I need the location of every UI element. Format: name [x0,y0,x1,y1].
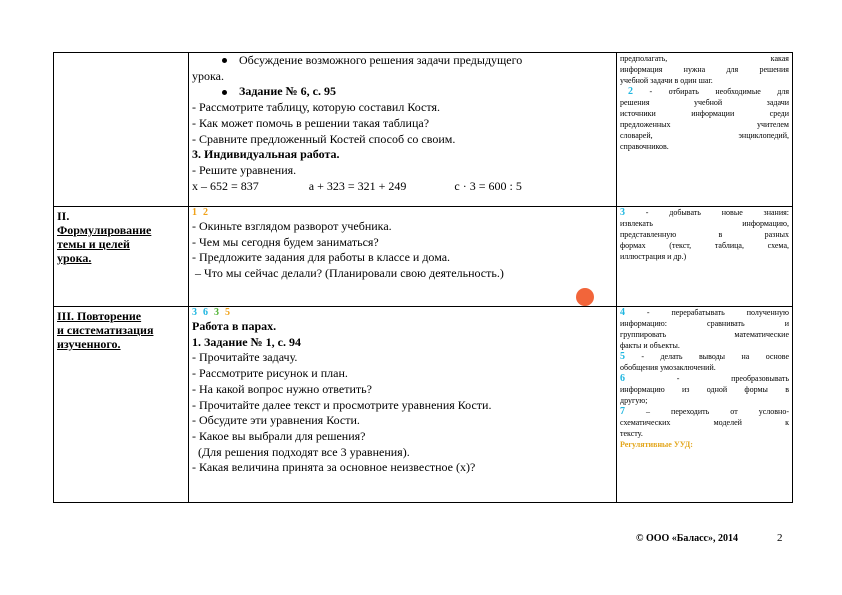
list-item: - Как может помочь в решении такая таблица? [192,115,430,130]
skill-number: 2 [628,86,633,97]
list-item: (Для решения подходят все 3 уравнения). [192,444,410,459]
skill-number: 7 [620,406,625,417]
list-item: - Обсудите эти уравнения Кости. [192,413,360,428]
activity-cell [189,53,617,207]
skills-cell: предполагать, какая информация нужна для решения учебной задачи в один шаг. 2 - отбирать необходимые для решения учебной задачи источники информации среди предложенных учителем словарей, энциклопедий, справочников. [617,53,793,207]
stage-cell: III. Повторение и систематизация изученного. [54,307,189,503]
list-item: Обсуждение возможного решения задачи предыдущего [192,53,613,69]
bullet-icon [222,58,227,63]
lesson-plan-table [53,52,793,503]
list-item: - Рассмотрите таблицу, которую составил Костя. [192,100,440,115]
skill-number: 5 [620,351,625,362]
skills-cell: 3 - добывать новые знания: извлекать информацию, представленную в разных формах (текст, таблица, схема, иллюстрация и др.) [617,207,793,307]
equation: a + 323 = 321 + 249 [308,178,407,193]
list-item: – Что мы сейчас делали? (Планировали свою деятельность.) [192,266,504,281]
list-item: - Решите уравнения. [192,162,297,177]
section-heading: 3. Индивидуальная работа. [192,147,340,162]
regulatory-heading: Регулятивные УУД: [620,440,693,449]
list-item: урока. [192,68,224,83]
list-item: Задание № 6, с. 95 [192,84,613,100]
skills-cell: 4 - перерабатывать полученную информацию: сравнивать и группировать математические факты и объекты. 5 - делать выводы на основе обобщения умозаключений. 6 - преобразовывать информацию из одной формы в другую; 7 – переходить от условно- схематических моделей к тексту. Регулятивные УУД: [617,307,793,503]
equation: x – 652 = 837 [192,178,259,193]
skill-numbers: 1 2 [192,207,208,218]
activity-cell [189,307,617,503]
list-item: - Рассмотрите рисунок и план. [192,366,348,381]
skill-number: 6 [620,373,625,384]
list-item: - Прочитайте задачу. [192,350,298,365]
bullet-icon [222,90,227,95]
table-row [54,307,793,503]
skill-number: 4 [620,307,625,318]
skill-numbers: 3 6 3 5 [192,307,230,318]
stage-cell: II. Формулирование темы и целей урока. [54,207,189,307]
section-heading: Работа в парах. [192,319,277,333]
list-item: - Окиньте взглядом разворот учебника. [192,219,392,233]
equations-line [192,179,613,195]
stage-cell [54,53,189,207]
activity-cell [189,207,617,307]
list-item: - Какая величина принята за основное неизвестное (x)? [192,460,476,475]
section-heading: 1. Задание № 1, с. 94 [192,334,301,349]
list-item: - Прочитайте далее текст и просмотрите уравнения Кости. [192,397,492,412]
list-item: - Сравните предложенный Костей способ со своим. [192,131,456,146]
skill-number: 3 [620,207,625,218]
equation: c · 3 = 600 : 5 [454,178,522,193]
orange-circle-icon [576,288,594,306]
copyright-footer: © ООО «Баласс», 2014 [636,533,738,544]
list-item: - Чем мы сегодня будем заниматься? [192,234,379,249]
page-number: 2 [777,532,783,544]
table-row [54,207,793,307]
list-item: - Предложите задания для работы в классе и дома. [192,250,451,265]
table-row [54,53,793,207]
list-item: - На какой вопрос нужно ответить? [192,381,372,396]
list-item: - Какое вы выбрали для решения? [192,428,366,443]
